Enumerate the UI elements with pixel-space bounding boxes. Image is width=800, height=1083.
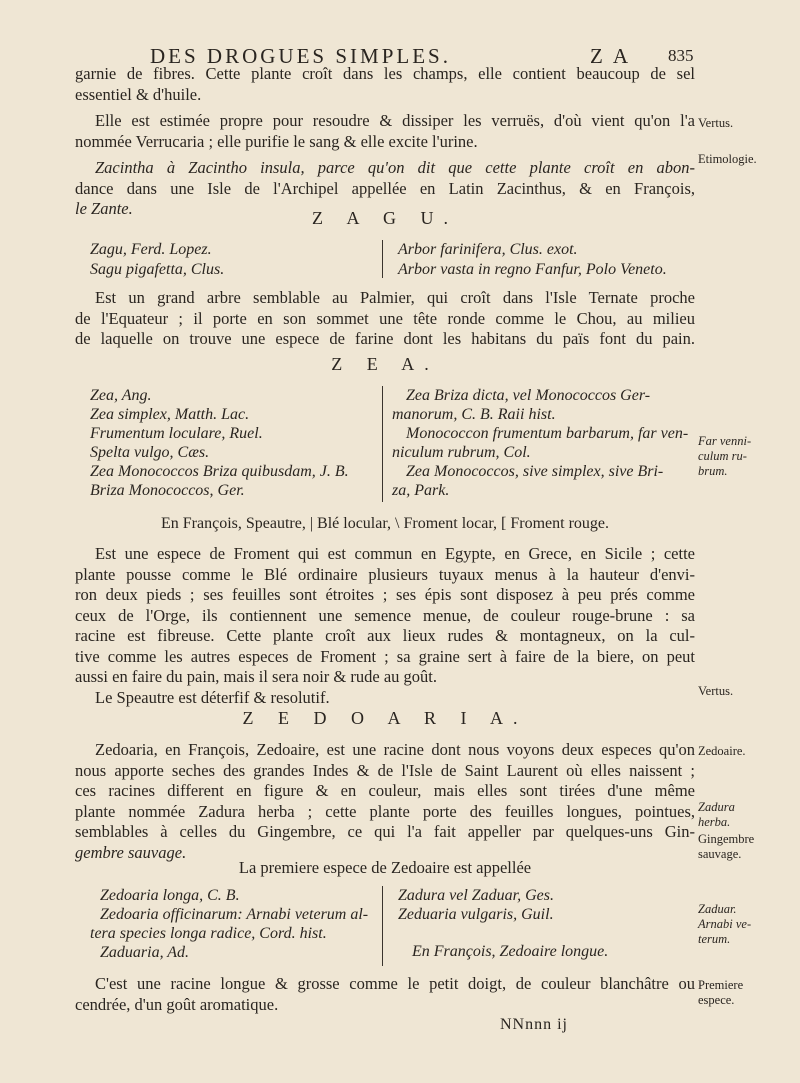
- text-line: semblables à celles du Gingembre, ce qui l'a fait appeller par quelques-uns Gin-: [75, 822, 695, 841]
- text-line: de l'Equateur ; il porte en son sommet une tête ronde comme le Chou, au milieu: [75, 308, 695, 328]
- text-line: nommée Verrucaria ; elle purifie le sang & elle excite l'urine.: [75, 131, 478, 151]
- synonyms-right-zedoaria: [398, 886, 608, 961]
- margin-line: Arnabi ve-: [698, 917, 752, 931]
- synonym: Zadura vel Zaduar, Ges.: [398, 887, 555, 904]
- text-line: le Zante.: [75, 199, 133, 218]
- text-line: Elle est estimée propre pour resoudre & dissiper les verruës, d'où vient qu'on l'a: [95, 111, 695, 130]
- heading-zagu: Z A G U.: [311, 208, 458, 228]
- margin-line: terum.: [698, 932, 731, 946]
- text-line: plante pousse comme le Blé ordinaire plusieurs tuyaux menus à la hauteur d'envi-: [75, 564, 695, 584]
- text-line: de laquelle on trouve une espece de farine dont les habitans du païs font du pain.: [75, 329, 695, 348]
- margin-note-premiere: [698, 978, 796, 1008]
- catchword: NNnnn ij: [500, 1016, 568, 1033]
- text-line: ceux de l'Orge, ils contiennent une semence menue, de couleur rouge-brune : sa: [75, 605, 695, 625]
- synonym: Zagu, Ferd. Lopez.: [90, 241, 212, 258]
- column-divider: [382, 240, 383, 278]
- text-line: gembre sauvage.: [75, 842, 187, 862]
- heading-zea: Z E A.: [331, 354, 439, 374]
- running-title: DES DROGUES SIMPLES.: [150, 44, 451, 68]
- zea-french-names: En François, Speautre, | Blé locular, \ Froment locar, [ Froment rouge.: [160, 515, 610, 532]
- synonym: Zaduaria, Ad.: [100, 944, 190, 961]
- margin-line: Far venni-: [698, 434, 752, 448]
- text-line: Zacintha à Zacintho insula, parce qu'on dit que cette plante croît en abon-: [95, 158, 695, 177]
- synonym: Frumentum loculare, Ruel.: [90, 425, 263, 442]
- synonyms-right-zagu: [398, 240, 667, 280]
- text-line: Est une espece de Froment qui est commun en Egypte, en Grece, en Sicile ; cette: [95, 544, 695, 563]
- text-line: Zedoaria, en François, Zedoaire, est une racine dont nous voyons deux especes qu'on: [95, 740, 695, 759]
- synonym: niculum rubrum, Col.: [392, 444, 531, 461]
- margin-note-zedoaire: Zedoaire.: [698, 744, 746, 758]
- text-line: dance dans une Isle de l'Archipel appellée en Latin Zacinthus, & en François,: [75, 178, 695, 198]
- section-letters: Z A: [590, 44, 632, 68]
- synonym: Zedoaria longa, C. B.: [100, 887, 240, 904]
- column-divider: [382, 386, 383, 502]
- synonym: Zedoaria officinarum: Arnabi veterum al-: [100, 906, 369, 923]
- margin-note-vertus: Vertus.: [698, 116, 734, 130]
- synonym: Zea Briza dicta, vel Monococcos Ger-: [406, 387, 651, 404]
- zagu-paragraph: [75, 288, 695, 350]
- margin-line: Premiere: [698, 978, 744, 992]
- text-line: aussi en faire du pain, mais il sera noir & rude au goût.: [75, 667, 437, 686]
- synonym: Arbor farinifera, Clus. exot.: [398, 241, 578, 258]
- synonyms-left-zea: [90, 386, 349, 500]
- synonym: Arbor vasta in regno Fanfur, Polo Veneto.: [398, 261, 667, 278]
- synonyms-left-zedoaria: [90, 886, 380, 962]
- margin-note-vertus-2: Vertus.: [698, 684, 734, 698]
- synonym: Zea Monococcos, sive simplex, sive Bri-: [406, 463, 664, 480]
- synonym: Zea simplex, Matth. Lac.: [90, 406, 250, 423]
- synonym: Spelta vulgo, Cæs.: [90, 444, 210, 461]
- zedoaria-subheading: La premiere espece de Zedoaire est appellée: [238, 858, 532, 877]
- text-line: ces racines different en figure & en couleur, mais elles sont tirées d'une même: [75, 781, 695, 800]
- zedoaria-closing: [75, 974, 695, 1015]
- margin-line: brum.: [698, 464, 728, 478]
- synonym: Monococcon frumentum barbarum, far ven-: [406, 425, 689, 442]
- synonyms-left-zagu: [90, 240, 224, 280]
- text-line: Le Speautre est déterfif & resolutif.: [95, 687, 330, 707]
- text-line: Est un grand arbre semblable au Palmier, qui croît dans l'Isle Ternate proche: [95, 288, 695, 307]
- zedoaria-paragraph: [75, 740, 695, 863]
- text-line: garnie de fibres. Cette plante croît dans les champs, elle contient beaucoup de sel: [75, 64, 695, 83]
- heading-zedoaria: Z E D O A R I A.: [242, 708, 528, 728]
- margin-note-etimologie: Etimologie.: [698, 152, 757, 166]
- margin-note-zadura: [698, 800, 796, 830]
- margin-line: herba.: [698, 815, 731, 829]
- synonym: Sagu pigafetta, Clus.: [90, 261, 225, 278]
- margin-note-far: [698, 434, 796, 479]
- synonym: Zeduaria vulgaris, Guil.: [398, 906, 554, 923]
- margin-line: Zaduar.: [698, 902, 737, 916]
- synonym: Briza Monococcos, Ger.: [90, 482, 245, 499]
- text-line: cendrée, d'un goût aromatique.: [75, 994, 279, 1014]
- intro-paragraph: [75, 64, 695, 220]
- synonym: Zea, Ang.: [90, 387, 152, 404]
- margin-note-zaduar: [698, 902, 796, 947]
- synonym: Zea Monococcos Briza quibusdam, J. B.: [90, 463, 349, 480]
- margin-line: culum ru-: [698, 449, 747, 463]
- text-line: nous apporte seches des grandes Indes & de l'Isle de Saint Laurent où elles naissent ;: [75, 760, 695, 780]
- text-line: racine est fibreuse. Cette plante croît aux lieux rudes & montagneux, on la cul-: [75, 626, 695, 645]
- page-number: 835: [668, 46, 694, 65]
- synonym: En François, Zedoaire longue.: [412, 943, 609, 960]
- synonym: manorum, C. B. Raii hist.: [392, 406, 556, 423]
- margin-note-gingembre: [698, 832, 796, 862]
- text-line: tive comme les autres especes de Froment ; sa graine sert à faire de la biere, on peut: [75, 646, 695, 666]
- margin-line: sauvage.: [698, 847, 742, 861]
- column-divider: [382, 886, 383, 966]
- text-line: ron deux pieds ; ses feuilles sont étroites ; ses épis sont disposez à peu prés comme: [75, 585, 695, 604]
- synonym: tera species longa radice, Cord. hist.: [90, 925, 327, 942]
- margin-line: espece.: [698, 993, 735, 1007]
- text-line: C'est une racine longue & grosse comme le petit doigt, de couleur blanchâtre ou: [95, 974, 695, 993]
- synonyms-right-zea: [392, 386, 692, 500]
- margin-line: Gingembre: [698, 832, 755, 846]
- zea-paragraph: [75, 544, 695, 708]
- margin-line: Zadura: [698, 800, 735, 814]
- synonym: za, Park.: [392, 482, 450, 499]
- text-line: essentiel & d'huile.: [75, 84, 202, 104]
- text-line: plante nommée Zadura herba ; cette plante porte des feuilles longues, pointues,: [75, 801, 695, 821]
